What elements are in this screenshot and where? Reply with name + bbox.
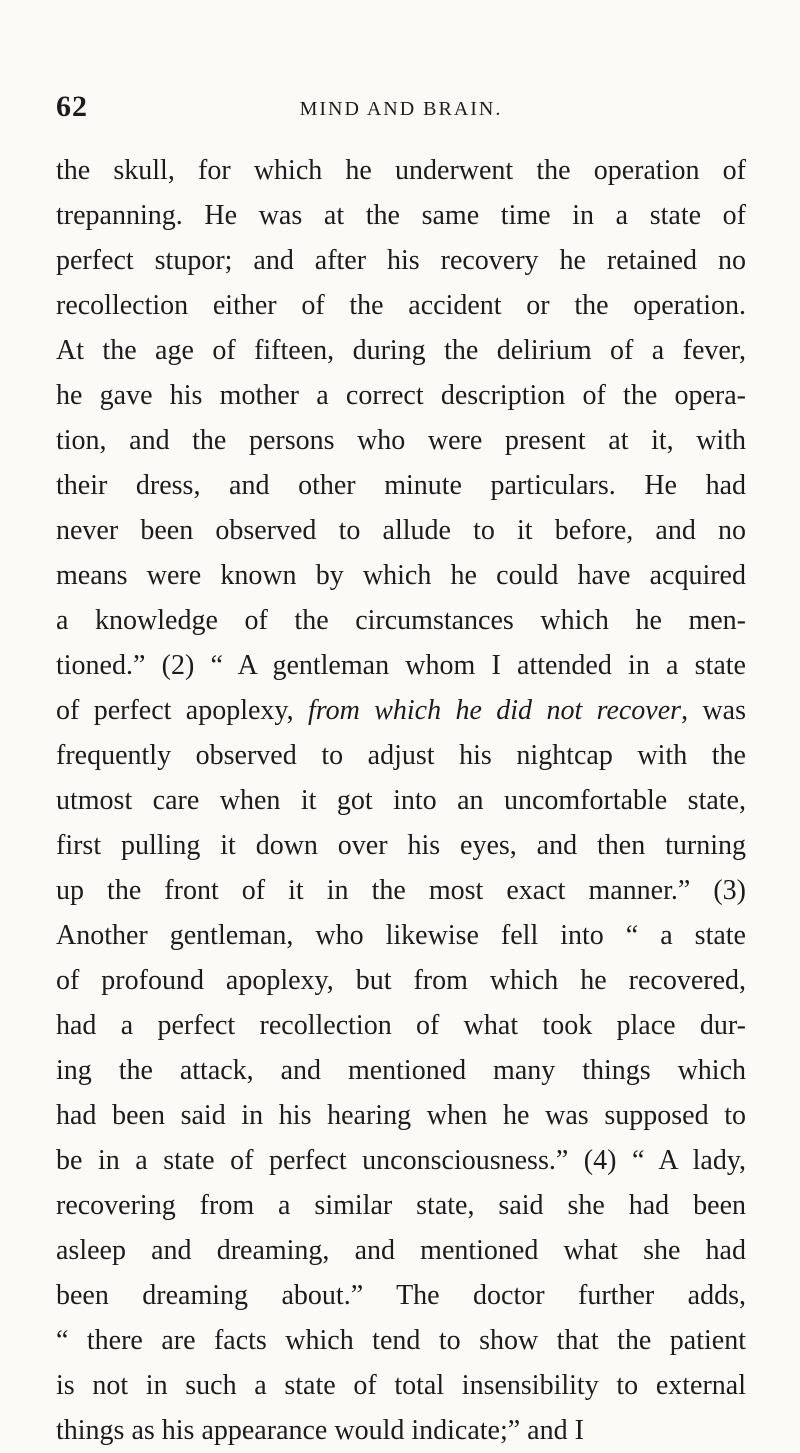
text-segment: tioned.” (2) “ A gentleman whom I attended in a state (56, 650, 746, 681)
text-line (56, 463, 746, 508)
text-segment: means were known by which he could have acquired (56, 560, 746, 591)
text-line (56, 1318, 746, 1363)
text-line (56, 193, 746, 238)
text-line (56, 328, 746, 373)
text-line (56, 373, 746, 418)
text-line (56, 1273, 746, 1318)
text-segment: recovering from a similar state, said she had been (56, 1190, 746, 1221)
text-line (56, 1408, 746, 1453)
text-segment: first pulling it down over his eyes, and then turning (56, 830, 746, 861)
text-line (56, 868, 746, 913)
text-segment: perfect stupor; and after his recovery he retained no (56, 245, 746, 276)
text-segment: “ there are facts which tend to show that the patient (56, 1325, 746, 1356)
text-line (56, 913, 746, 958)
text-segment: of profound apoplexy, but from which he recovered, (56, 965, 746, 996)
text-segment: of perfect apoplexy, (56, 695, 308, 726)
text-segment: At the age of fifteen, during the delirium of a fever, (56, 335, 746, 366)
text-line (56, 1003, 746, 1048)
text-segment: utmost care when it got into an uncomfortable state, (56, 785, 746, 816)
text-segment: , was (681, 695, 746, 726)
text-line (56, 1138, 746, 1183)
text-segment: a knowledge of the circumstances which he men- (56, 605, 746, 636)
body-text (56, 148, 746, 1453)
text-line (56, 598, 746, 643)
text-segment: tion, and the persons who were present at it, with (56, 425, 746, 456)
text-line (56, 778, 746, 823)
text-line (56, 283, 746, 328)
text-line (56, 643, 746, 688)
page-header (56, 90, 746, 130)
text-line (56, 148, 746, 193)
italic-phrase: from which he did not recover (307, 695, 682, 726)
text-segment: been dreaming about.” The doctor further adds, (56, 1280, 746, 1311)
running-head: MIND AND BRAIN. (299, 98, 503, 120)
text-line (56, 958, 746, 1003)
text-line (56, 823, 746, 868)
text-line (56, 1093, 746, 1138)
text-segment: their dress, and other minute particulars. He had (56, 470, 746, 501)
text-line (56, 418, 746, 463)
text-segment: trepanning. He was at the same time in a state of (56, 200, 746, 231)
text-line (56, 553, 746, 598)
text-line (56, 1183, 746, 1228)
text-segment: frequently observed to adjust his nightcap with the (56, 740, 746, 771)
text-line (56, 1048, 746, 1093)
text-line (56, 508, 746, 553)
text-line (56, 688, 746, 733)
text-segment: Another gentleman, who likewise fell into “ a state (56, 920, 746, 951)
text-segment: ing the attack, and mentioned many things which (56, 1055, 746, 1086)
text-segment: had a perfect recollection of what took place dur- (56, 1010, 746, 1041)
text-segment: he gave his mother a correct description of the opera- (56, 380, 746, 411)
text-segment: asleep and dreaming, and mentioned what she had (56, 1235, 746, 1266)
text-segment: things as his appearance would indicate;” and I (56, 1415, 584, 1446)
text-segment: up the front of it in the most exact manner.” (3) (56, 875, 746, 906)
text-segment: never been observed to allude to it before, and no (56, 515, 746, 546)
page-number: 62 (56, 90, 88, 123)
text-line (56, 1228, 746, 1273)
text-segment: had been said in his hearing when he was supposed to (56, 1100, 746, 1131)
text-segment: recollection either of the accident or the operation. (56, 290, 746, 321)
text-segment: be in a state of perfect unconsciousness.” (4) “ A lady, (56, 1145, 746, 1176)
text-line (56, 733, 746, 778)
text-segment: is not in such a state of total insensibility to external (56, 1370, 746, 1401)
text-line (56, 238, 746, 283)
text-segment: the skull, for which he underwent the operation of (56, 155, 746, 186)
text-line (56, 1363, 746, 1408)
